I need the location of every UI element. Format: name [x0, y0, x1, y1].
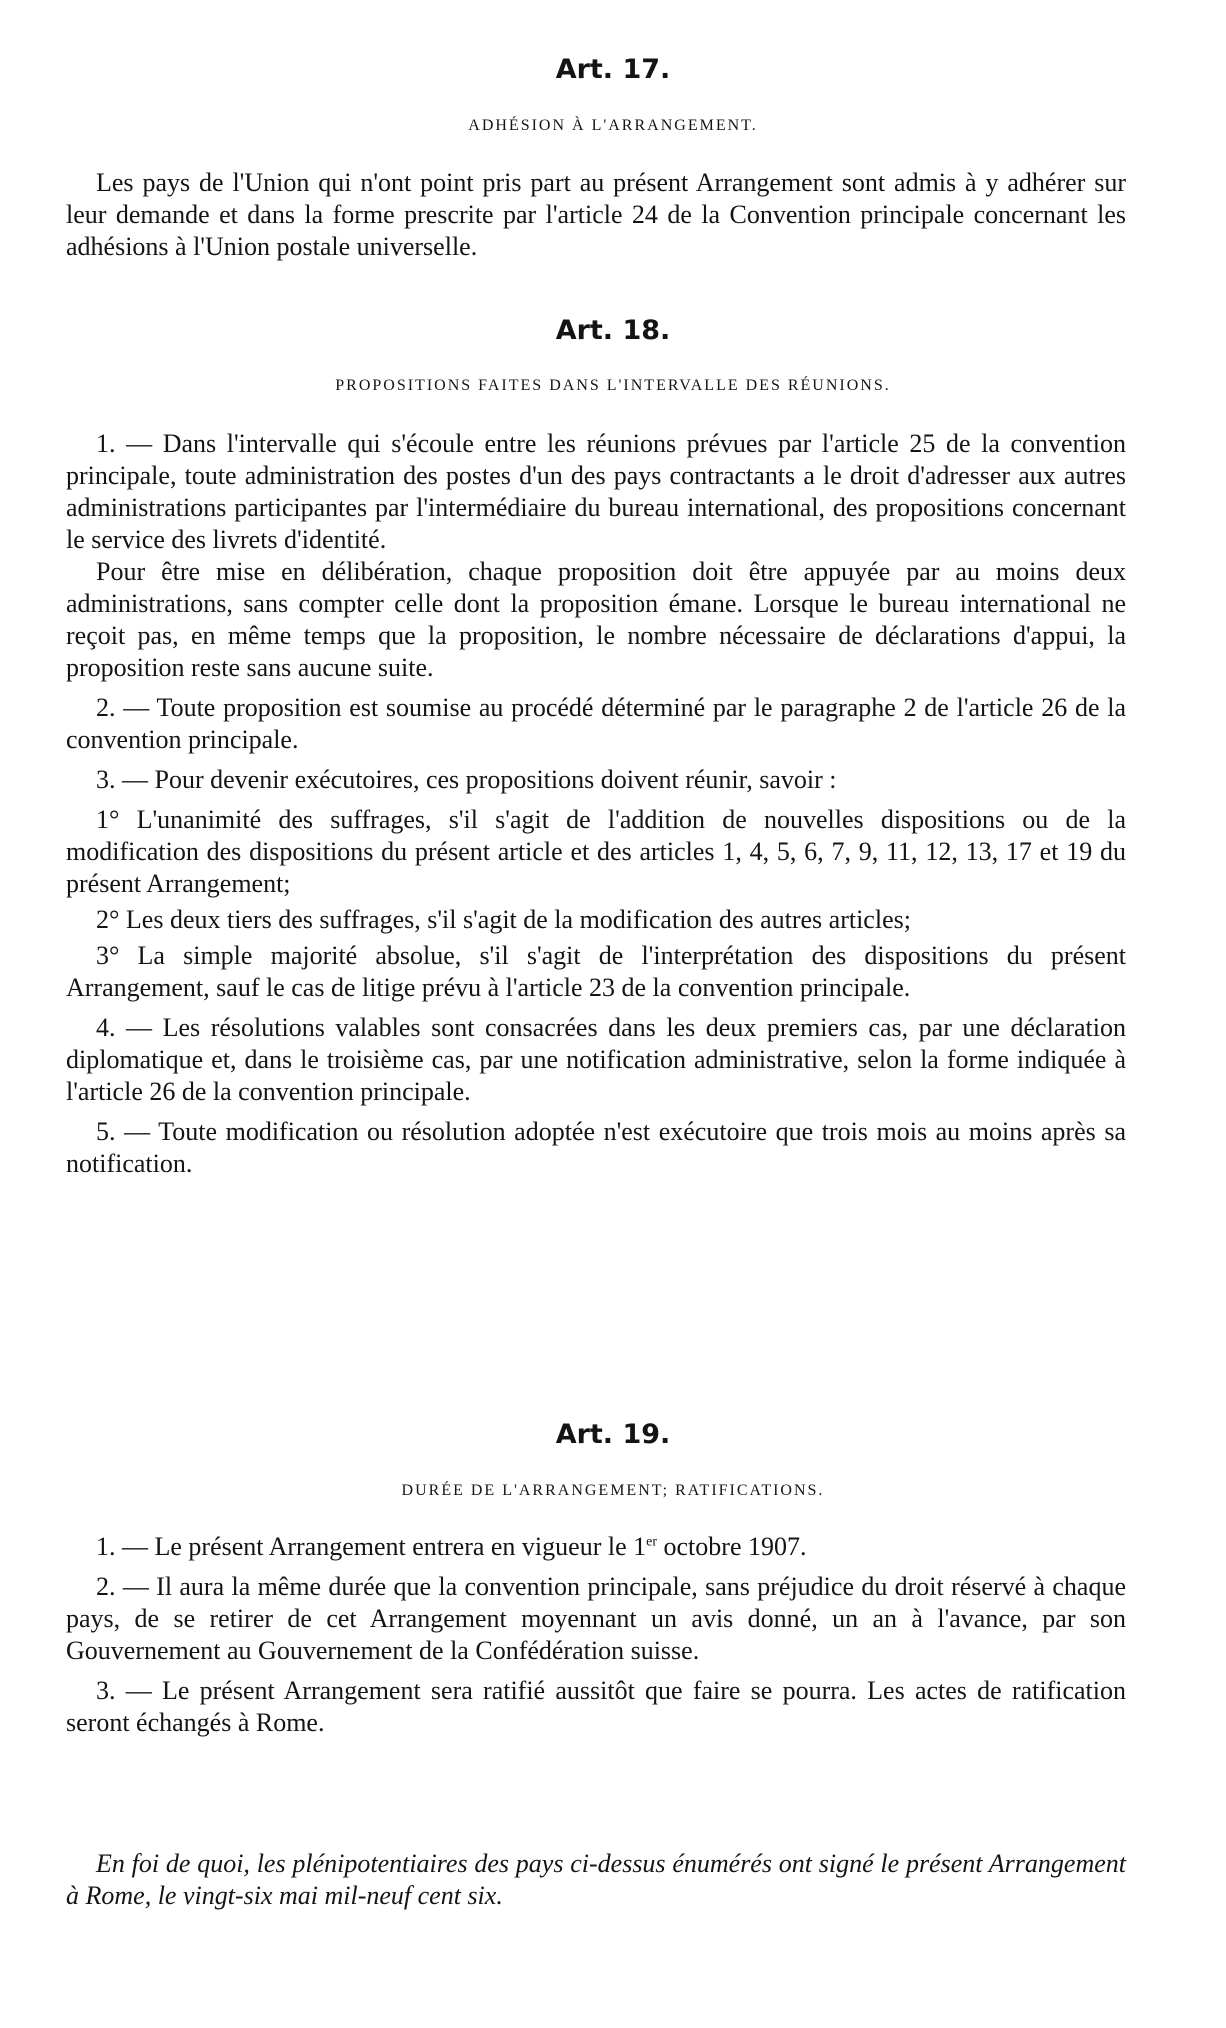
article-19-p1-superscript: er — [646, 1534, 658, 1550]
article-18-heading: Art. 18. — [555, 315, 671, 346]
article-19-p1-date: octobre 1907. — [657, 1532, 807, 1561]
article-18-paragraph-6: 2° Les deux tiers des suffrages, s'il s'agit de la modification des autres articles; — [96, 905, 911, 934]
article-19-paragraph-3: 3. — Le présent Arrangement sera ratifié aussitôt que faire se pourra. Les actes de ratification seront échangés à Rome. — [66, 1676, 1126, 1737]
article-18-paragraph-3: 2. — Toute proposition est soumise au procédé déterminé par le paragraphe 2 de l'article 26 de la convention principale. — [66, 693, 1126, 754]
article-17-body — [66, 167, 1126, 263]
article-19-paragraph-1 — [66, 1531, 1126, 1563]
article-18-subtitle: PROPOSITIONS FAITES DANS L'INTERVALLE DES RÉUNIONS. — [335, 377, 891, 394]
article-18-paragraph-7: 3° La simple majorité absolue, s'il s'agit de l'interprétation des dispositions du présent Arrangement, sauf le cas de litige prévu à l'article 23 de la convention principale. — [66, 941, 1126, 1002]
article-17-subtitle: ADHÉSION À L'ARRANGEMENT. — [468, 117, 758, 134]
article-18-body — [66, 428, 1126, 1180]
article-17-heading: Art. 17. — [555, 54, 671, 85]
article-19-paragraph-2: 2. — Il aura la même durée que la convention principale, sans préjudice du droit réservé à chaque pays, de se retirer de cet Arrangement moyennant un avis donné, un an à l'avance, par son Gouvernement au Gouvernement de la Confédération suisse. — [66, 1572, 1126, 1665]
article-19-p1-text: 1. — Le présent Arrangement entrera en vigueur le 1 — [96, 1532, 647, 1561]
article-18-paragraph-1: 1. — Dans l'intervalle qui s'écoule entre les réunions prévues par l'article 25 de la convention principale, toute administration des postes d'un des pays contractants a le droit d'adresser aux autres administrations participantes par l'intermédiaire du bureau international, des propositions concernant le service des livrets d'identité. — [66, 429, 1126, 554]
article-19-body — [66, 1531, 1126, 1739]
article-18-paragraph-2: Pour être mise en délibération, chaque proposition doit être appuyée par au moins deux administrations, sans compter celle dont la proposition émane. Lorsque le bureau international ne reçoit pas, en même temps que la proposition, le nombre nécessaire de déclarations d'appui, la proposition reste sans aucune suite. — [66, 557, 1126, 682]
article-18-paragraph-8: 4. — Les résolutions valables sont consacrées dans les deux premiers cas, par une déclaration diplomatique et, dans le troisième cas, par une notification administrative, selon la forme indiquée à l'article 26 de la convention principale. — [66, 1013, 1126, 1106]
article-17-paragraph: Les pays de l'Union qui n'ont point pris part au présent Arrangement sont admis à y adhérer sur leur demande et dans la forme prescrite par l'article 24 de la Convention principale concernant les adhésions à l'Union postale universelle. — [66, 168, 1126, 261]
closing-statement: En foi de quoi, les plénipotentiaires des pays ci-dessus énumérés ont signé le présent Arrangement à Rome, le vingt-six mai mil-neuf cent six. — [66, 1849, 1126, 1910]
article-18-paragraph-5: 1° L'unanimité des suffrages, s'il s'agit de l'addition de nouvelles dispositions ou de la modification des dispositions du présent article et des articles 1, 4, 5, 6, 7, 9, 11, 12, 13, 17 et 19 du présent Arrangement; — [66, 805, 1126, 898]
article-18-paragraph-4: 3. — Pour devenir exécutoires, ces propositions doivent réunir, savoir : — [96, 765, 837, 794]
closing-block — [66, 1848, 1126, 1912]
article-19-subtitle: DURÉE DE L'ARRANGEMENT; RATIFICATIONS. — [401, 1482, 825, 1499]
article-18-paragraph-9: 5. — Toute modification ou résolution adoptée n'est exécutoire que trois mois au moins après sa notification. — [66, 1117, 1126, 1178]
article-19-heading: Art. 19. — [555, 1419, 671, 1450]
